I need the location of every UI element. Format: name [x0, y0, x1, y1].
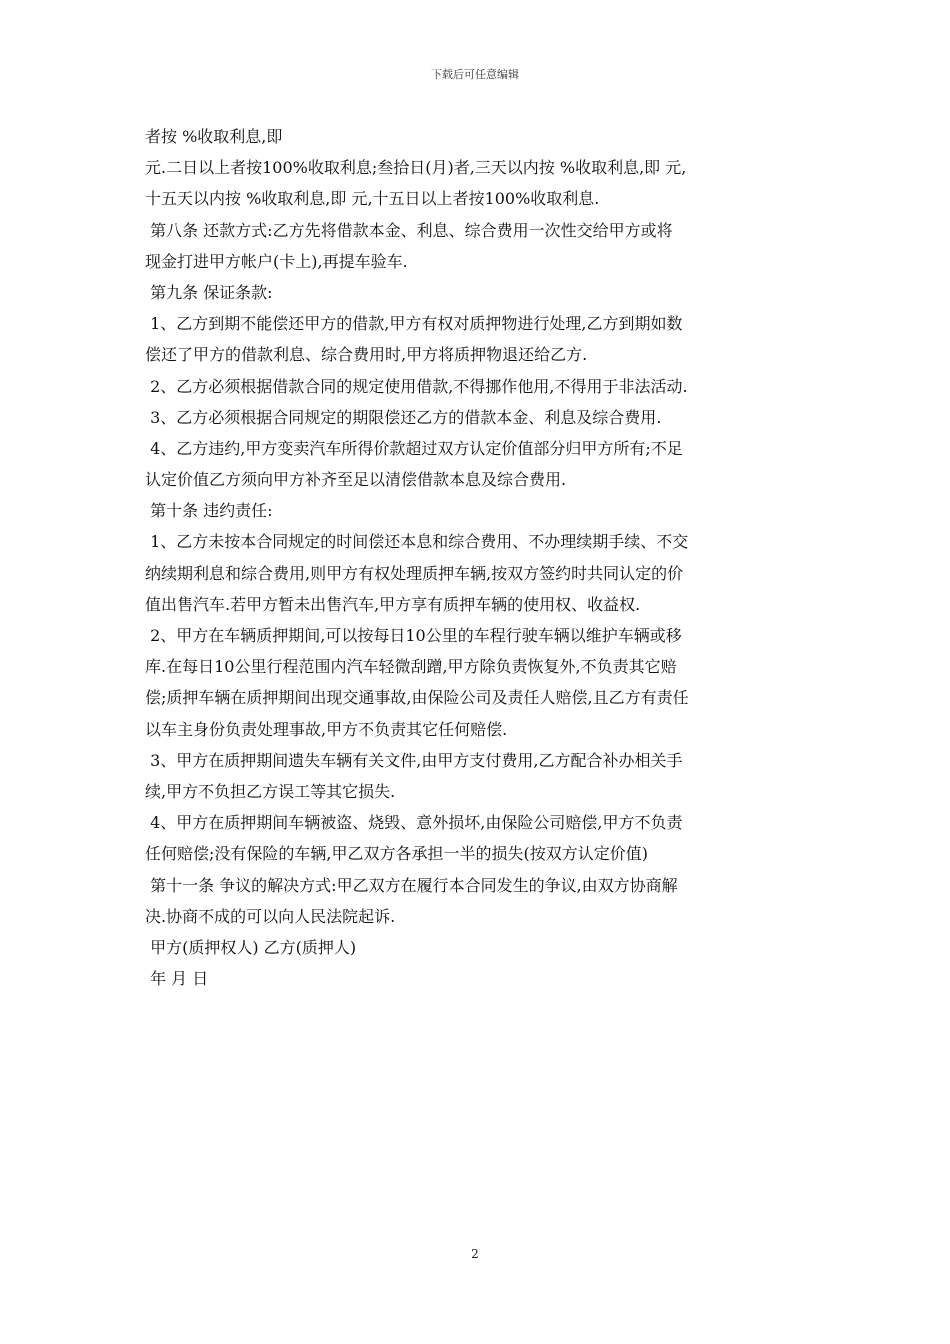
page-number: 2	[471, 1247, 479, 1261]
text-line: 十五天以内按 %收取利息,即 元,十五日以上者按100%收取利息.	[145, 189, 600, 209]
text-line: 第十条 违约责任:	[145, 501, 273, 521]
text-line: 1、乙方未按本合同规定的时间偿还本息和综合费用、不办理续期手续、不交	[145, 532, 689, 552]
text-line: 者按 %收取利息,即	[145, 127, 283, 146]
document-body	[145, 121, 810, 994]
text-line: 值出售汽车.若甲方暂未出售汽车,甲方享有质押车辆的使用权、收益权.	[145, 594, 641, 614]
text-line: 3、甲方在质押期间遗失车辆有关文件,由甲方支付费用,乙方配合补办相关手	[145, 750, 683, 770]
text-line: 年 月 日	[145, 969, 209, 989]
text-line: 1、乙方到期不能偿还甲方的借款,甲方有权对质押物进行处理,乙方到期如数	[145, 314, 683, 334]
text-line: 以车主身份负责处理事故,甲方不负责其它任何赔偿.	[145, 719, 508, 739]
text-line: 3、乙方必须根据合同规定的期限偿还乙方的借款本金、利息及综合费用.	[145, 407, 662, 427]
text-line: 2、乙方必须根据借款合同的规定使用借款,不得挪作他用,不得用于非法活动.	[145, 376, 688, 396]
text-line: 第九条 保证条款:	[145, 282, 273, 302]
text-line: 第八条 还款方式:乙方先将借款本金、利息、综合费用一次性交给甲方或将	[145, 220, 673, 240]
text-line: 偿还了甲方的借款利息、综合费用时,甲方将质押物退还给乙方.	[145, 345, 588, 365]
text-line: 甲方(质押权人) 乙方(质押人)	[145, 937, 357, 957]
page-header: 下载后可任意编辑	[431, 68, 519, 81]
text-line: 现金打进甲方帐户(卡上),再提车验车.	[145, 251, 408, 271]
text-line: 任何赔偿;没有保险的车辆,甲乙双方各承担一半的损失(按双方认定价值)	[145, 844, 648, 864]
text-line: 4、甲方在质押期间车辆被盗、烧毁、意外损坏,由保险公司赔偿,甲方不负责	[145, 813, 683, 833]
text-line: 第十一条 争议的解决方式:甲乙双方在履行本合同发生的争议,由双方协商解	[145, 875, 678, 895]
text-line: 元.二日以上者按100%收取利息;叁拾日(月)者,三天以内按 %收取利息,即 元,	[145, 158, 687, 178]
text-line: 决.协商不成的可以向人民法院起诉.	[145, 906, 396, 926]
text-line: 认定价值乙方须向甲方补齐至足以清偿借款本息及综合费用.	[145, 470, 567, 490]
text-line: 库.在每日10公里行程范围内汽车轻微刮蹭,甲方除负责恢复外,不负责其它赔	[145, 657, 677, 677]
text-line: 偿;质押车辆在质押期间出现交通事故,由保险公司及责任人赔偿,且乙方有责任	[145, 688, 689, 708]
text-line: 4、乙方违约,甲方变卖汽车所得价款超过双方认定价值部分归甲方所有;不足	[145, 438, 683, 458]
text-line: 2、甲方在车辆质押期间,可以按每日10公里的车程行驶车辆以维护车辆或移	[145, 626, 682, 645]
text-line: 纳续期利息和综合费用,则甲方有权处理质押车辆,按双方签约时共同认定的价	[145, 563, 684, 583]
text-line: 续,甲方不负担乙方误工等其它损失.	[145, 781, 396, 801]
